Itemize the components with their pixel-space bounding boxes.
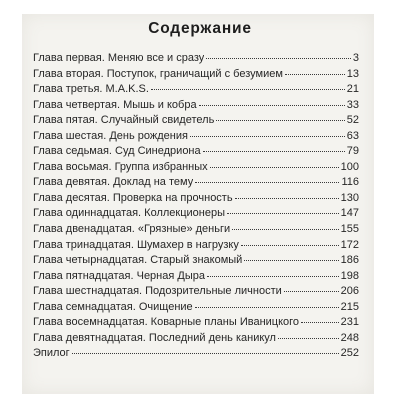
dot-leader [284,291,339,292]
toc-entry [33,83,359,99]
toc-entry-title: Глава седьмая. Суд Синедриона [33,145,201,158]
toc-entry [33,207,359,223]
dot-leader [244,260,338,261]
toc-entry [33,254,359,270]
toc-entry-title: Глава первая. Меняю все и сразу [33,52,205,64]
toc-entry-title: Глава вторая. Поступок, граничащий с безумием [33,67,283,80]
toc-entry [33,68,359,84]
dot-leader [195,182,339,183]
page-title: Содержание [148,20,252,37]
toc-entry-page: 252 [340,347,359,360]
dot-leader [232,229,339,230]
toc-entry [33,145,359,161]
toc-entry-title: Глава шестнадцатая. Подозрительные личности [33,285,282,298]
toc-entry-title: Глава десятая. Проверка на прочность [33,191,233,204]
dot-leader [190,136,345,137]
toc-entry-title: Глава четырнадцатая. Старый знакомый [33,254,243,267]
toc-entry-title: Глава восьмая. Группа избранных [33,160,208,173]
toc-entry-page: 172 [340,238,359,251]
toc-entry [33,223,359,239]
dot-leader [206,58,351,59]
dot-leader [195,307,339,308]
dot-leader [278,338,339,339]
dot-leader [216,120,344,121]
toc-entry-title: Глава пятнадцатая. Черная Дыра [33,269,205,282]
toc-entry-page: 155 [340,223,359,236]
toc-entry-page: 231 [340,316,359,329]
toc-entry-title: Глава пятая. Случайный свидетель [33,114,215,127]
toc-entry-page: 33 [346,98,359,111]
table-of-contents [33,52,359,363]
dot-leader [227,213,339,214]
dot-leader [203,151,345,152]
toc-entry-title: Глава четвертая. Мышь и кобра [33,98,197,111]
toc-entry-title: Эпилог [33,347,70,360]
dot-leader [241,245,339,246]
toc-entry-title: Глава восемнадцатая. Коварные планы Иваницкого [33,316,300,329]
toc-entry [33,301,359,317]
toc-entry-title: Глава девятая. Доклад на тему [33,176,194,189]
toc-entry-page: 79 [346,145,359,158]
toc-entry [33,332,359,348]
toc-entry-page: 215 [340,300,359,313]
toc-entry-page: 147 [340,207,359,220]
toc-entry-page: 116 [341,176,359,189]
toc-entry [33,347,359,363]
dot-leader [285,74,345,75]
dot-leader [235,198,339,199]
toc-entry-page: 21 [346,83,359,96]
toc-entry-page: 52 [346,114,359,127]
toc-entry-title: Глава шестая. День рождения [33,129,188,142]
toc-entry [33,270,359,286]
toc-entry-page: 198 [340,269,359,282]
toc-entry-title: Глава девятнадцатая. Последний день каникул [33,331,276,344]
dot-leader [72,353,339,354]
toc-entry-page: 248 [340,331,359,344]
toc-entry [33,99,359,115]
toc-entry-title: Глава одиннадцатая. Коллекционеры [33,207,226,220]
toc-entry [33,52,359,68]
toc-entry-title: Глава третья. M.A.K.S. [33,83,149,96]
dot-leader [151,89,345,90]
dot-leader [199,105,345,106]
dot-leader [210,167,339,168]
toc-entry-page: 13 [346,67,359,80]
toc-entry [33,192,359,208]
toc-entry-page: 100 [340,160,359,173]
toc-entry [33,285,359,301]
toc-entry [33,161,359,177]
toc-entry-page: 63 [346,129,359,142]
toc-entry-page: 130 [340,191,359,204]
toc-entry [33,316,359,332]
dot-leader [301,322,339,323]
toc-entry-page: 206 [340,285,359,298]
toc-entry-title: Глава двенадцатая. «Грязные» деньги [33,223,231,236]
toc-entry-title: Глава тринадцатая. Шумахер в нагрузку [33,238,239,251]
toc-entry-title: Глава семнадцатая. Очищение [33,300,193,313]
toc-entry [33,176,359,192]
dot-leader [207,276,339,277]
toc-entry [33,130,359,146]
toc-entry-page: 186 [340,254,359,267]
toc-entry [33,114,359,130]
toc-entry [33,239,359,255]
toc-entry-page: 3 [352,52,359,64]
